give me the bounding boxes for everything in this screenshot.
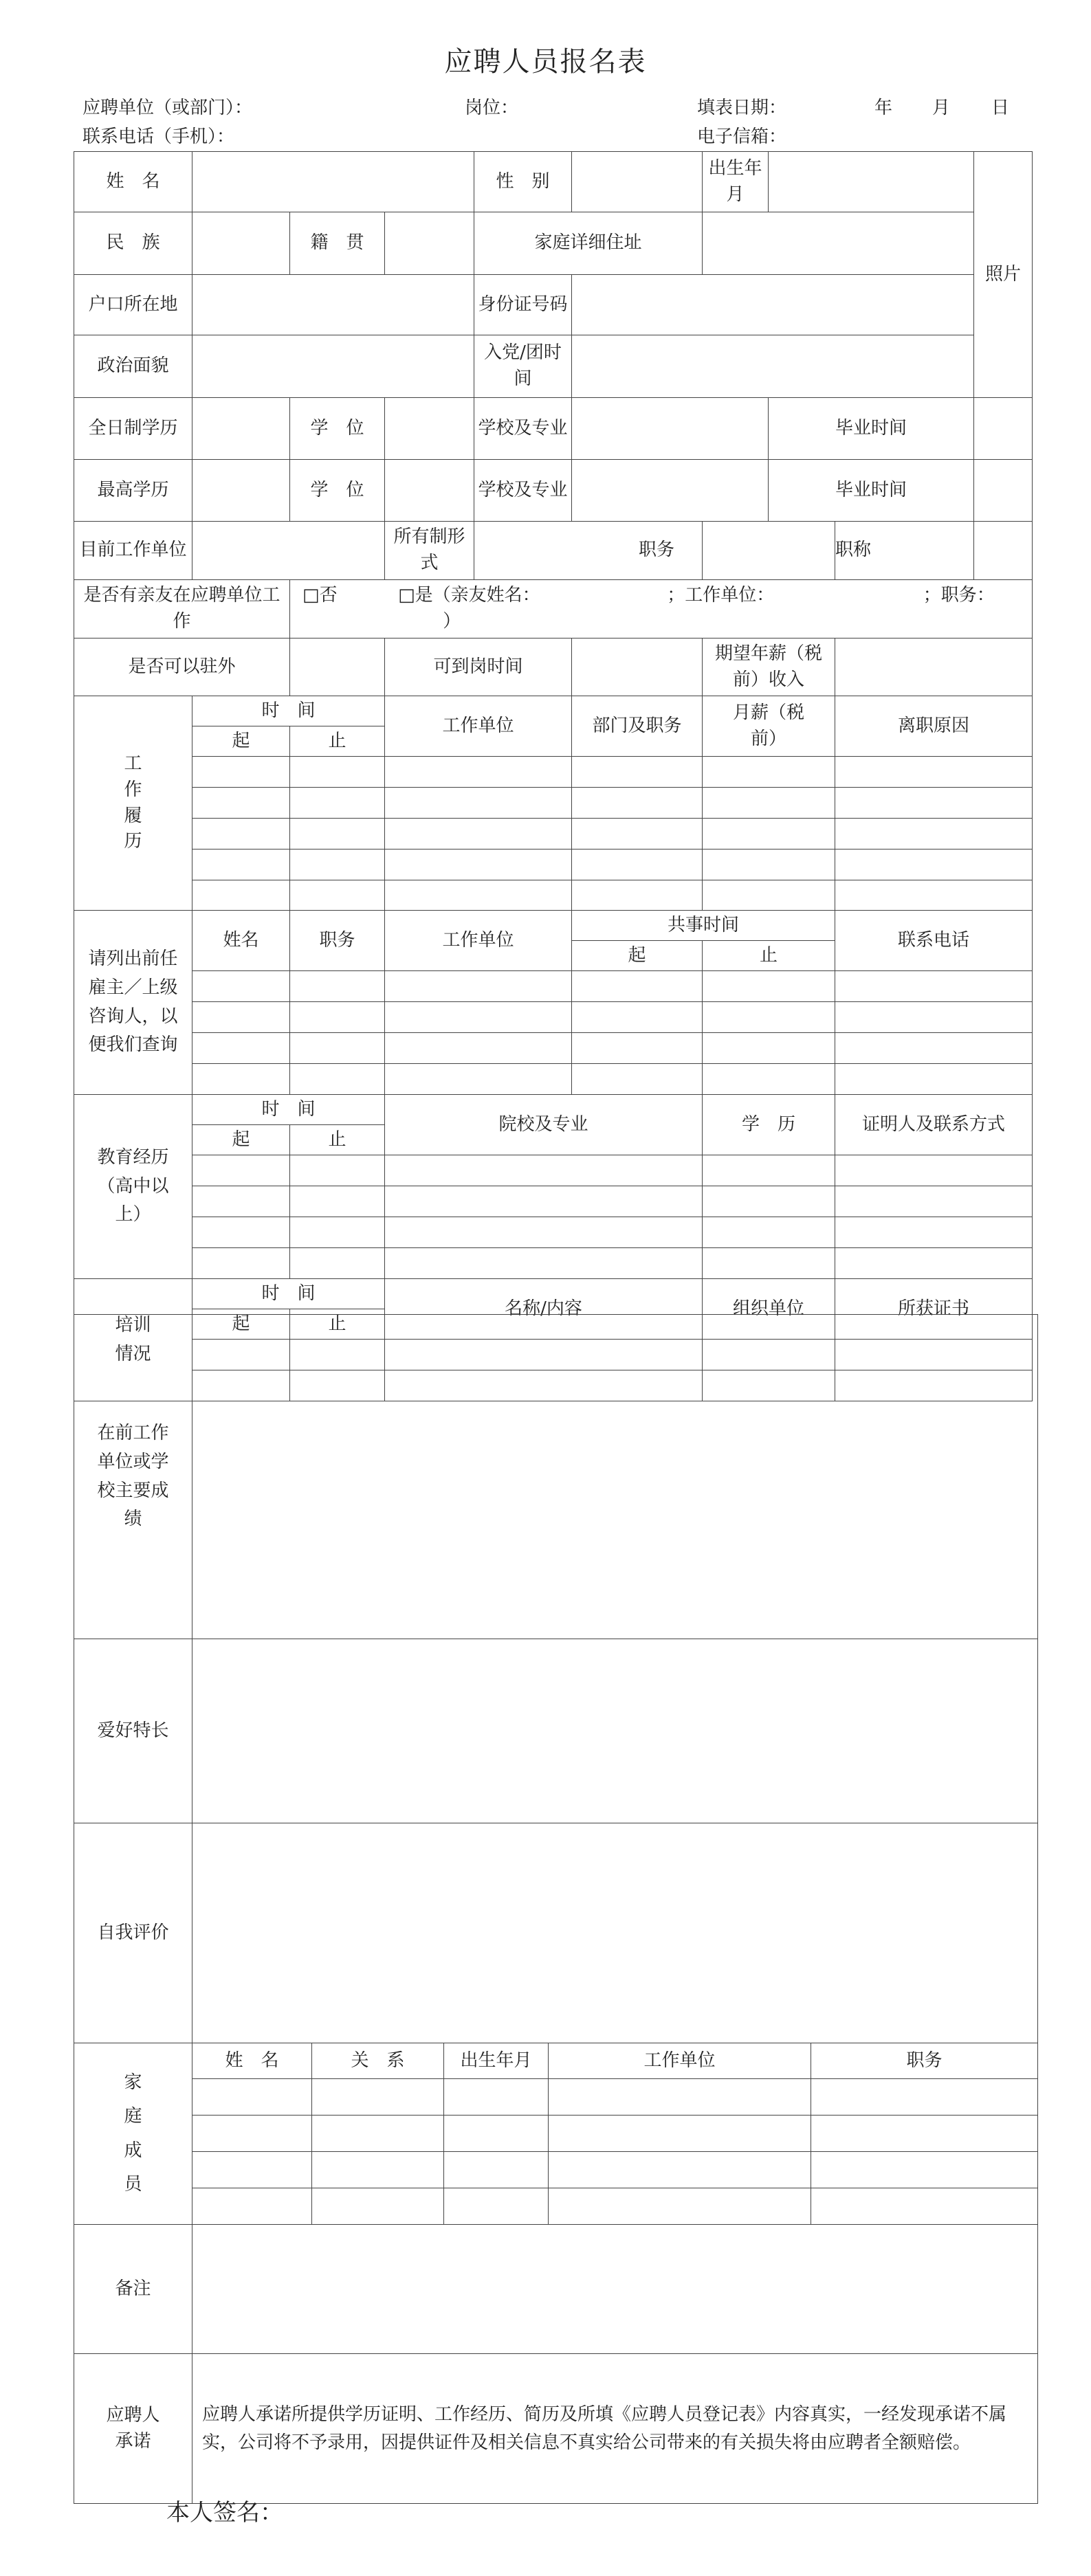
relatives-options [290, 580, 1033, 639]
field-achievements[interactable] [192, 1315, 1038, 1639]
label-school-major: 学校及专业 [474, 398, 572, 460]
field-politics[interactable] [192, 335, 474, 398]
header-edu-time: 时 间 [192, 1095, 385, 1125]
header-train-from: 起 [192, 1309, 290, 1340]
header-ref-to: 止 [703, 941, 835, 971]
cell[interactable] [192, 2188, 312, 2225]
field-hobbies[interactable] [192, 1639, 1038, 1823]
field-degree[interactable] [385, 398, 474, 460]
label-relatives: 是否有亲友在应聘单位工作 [74, 580, 290, 639]
cell[interactable] [572, 819, 703, 850]
cell[interactable] [549, 2079, 811, 2116]
cell[interactable] [312, 2188, 444, 2225]
label-applied-unit: 应聘单位（或部门）： [82, 98, 253, 118]
field-graduation-time[interactable] [974, 398, 1033, 460]
header-ref-phone: 联系电话 [835, 911, 1033, 971]
signature-label: 本人签名： [166, 2499, 283, 2527]
cell[interactable] [549, 2188, 811, 2225]
header-train-org: 组织单位 [703, 1279, 835, 1340]
cell[interactable] [312, 2116, 444, 2152]
cell[interactable] [549, 2152, 811, 2188]
label-gender: 性 别 [474, 152, 572, 212]
label-fill-date: 填表日期： [697, 98, 787, 118]
cell[interactable] [192, 1155, 290, 1186]
cell[interactable] [192, 1033, 290, 1064]
cell[interactable] [835, 757, 1033, 788]
header-train-content: 名称/内容 [385, 1279, 703, 1340]
cell[interactable] [385, 788, 572, 819]
field-native-place[interactable] [385, 212, 474, 275]
cell[interactable] [703, 1217, 835, 1248]
cell[interactable] [703, 971, 835, 1002]
field-school-major[interactable] [572, 398, 769, 460]
cell[interactable] [703, 880, 835, 911]
application-form-table [74, 151, 1033, 1401]
cell[interactable] [385, 880, 572, 911]
cell[interactable] [444, 2079, 549, 2116]
checkbox-no[interactable]: □否 [302, 585, 338, 606]
header-family-relation: 关 系 [312, 2043, 444, 2079]
header-together-time: 共事时间 [572, 911, 835, 941]
label-politics: 政治面貌 [74, 335, 192, 398]
cell[interactable] [192, 1217, 290, 1248]
label-ownership: 所有制形式 [385, 522, 474, 580]
label-fulltime-education: 全日制学历 [74, 398, 192, 460]
label-stationed: 是否可以驻外 [74, 639, 290, 696]
header-leave-reason: 离职原因 [835, 696, 1033, 757]
header-edu-degree: 学 历 [703, 1095, 835, 1155]
cell[interactable] [192, 2152, 312, 2188]
field-gender[interactable] [572, 152, 703, 212]
cell[interactable] [835, 880, 1033, 911]
cell[interactable] [385, 1064, 572, 1095]
label-self-evaluation: 自我评价 [74, 1823, 192, 2043]
label-native-place: 籍 贯 [290, 212, 385, 275]
cell[interactable] [290, 850, 385, 880]
cell[interactable] [312, 2079, 444, 2116]
cell[interactable] [290, 971, 385, 1002]
header-ref-unit: 工作单位 [385, 911, 572, 971]
checkbox-yes[interactable]: □是（亲友姓名： [398, 585, 540, 606]
label-email: 电子信箱： [697, 126, 787, 147]
cell[interactable] [835, 1064, 1033, 1095]
cell[interactable] [835, 1033, 1033, 1064]
label-relatives-post: ；职务： [923, 585, 995, 606]
header-time: 时 间 [192, 696, 385, 726]
cell[interactable] [192, 880, 290, 911]
label-degree-2: 学 位 [290, 460, 385, 522]
header-train-cert: 所获证书 [835, 1279, 1033, 1340]
field-school-major-2[interactable] [572, 460, 769, 522]
cell[interactable] [811, 2188, 1038, 2225]
field-stationed[interactable] [290, 639, 385, 696]
cell[interactable] [290, 788, 385, 819]
header-dept-post: 部门及职务 [572, 696, 703, 757]
cell[interactable] [703, 1002, 835, 1033]
cell[interactable] [385, 1217, 703, 1248]
label-title-rank: 职称 [835, 522, 974, 580]
label-available-time: 可到岗时间 [385, 639, 572, 696]
cell[interactable] [192, 1248, 290, 1279]
field-remarks[interactable] [192, 2225, 1038, 2354]
cell[interactable] [290, 1248, 385, 1279]
header-family-birth: 出生年月 [444, 2043, 549, 2079]
label-highest-education: 最高学历 [74, 460, 192, 522]
header-work-unit: 工作单位 [385, 696, 572, 757]
cell[interactable] [835, 1186, 1033, 1217]
cell[interactable] [572, 880, 703, 911]
cell[interactable] [549, 2116, 811, 2152]
field-current-unit[interactable] [192, 522, 385, 580]
label-current-unit: 目前工作单位 [74, 522, 192, 580]
photo-box[interactable]: 照片 [974, 152, 1033, 398]
application-form-table-lower [74, 1314, 1038, 2504]
cell[interactable] [192, 1064, 290, 1095]
cell[interactable] [703, 1248, 835, 1279]
label-name: 姓 名 [74, 152, 192, 212]
field-hukou[interactable] [192, 275, 474, 335]
cell[interactable] [703, 1155, 835, 1186]
pledge-text: 应聘人承诺所提供学历证明、工作经历、简历及所填《应聘人员登记表》内容真实，一经发现承诺不属实，公司将不予录用，因提供证件及相关信息不真实给公司带来的有关损失将由应聘者全额赔偿。 [192, 2354, 1038, 2504]
cell[interactable] [835, 788, 1033, 819]
field-self-evaluation[interactable] [192, 1823, 1038, 2043]
field-birth[interactable] [769, 152, 974, 212]
cell[interactable] [192, 757, 290, 788]
cell[interactable] [385, 1002, 572, 1033]
cell[interactable] [192, 2116, 312, 2152]
cell[interactable] [703, 1064, 835, 1095]
header-train-time: 时 间 [192, 1279, 385, 1309]
label-expected-salary: 期望年薪（税前）收入 [703, 639, 835, 696]
relatives-close-paren: ） [443, 611, 461, 632]
cell[interactable] [811, 2079, 1038, 2116]
cell[interactable] [572, 1064, 703, 1095]
cell[interactable] [192, 971, 290, 1002]
label-day: 日 [991, 98, 1010, 118]
label-achievements: 在前工作单位或学校主要成绩 [74, 1315, 192, 1639]
label-hukou: 户口所在地 [74, 275, 192, 335]
cell[interactable] [290, 1217, 385, 1248]
cell[interactable] [385, 819, 572, 850]
header-edu-witness: 证明人及联系方式 [835, 1095, 1033, 1155]
cell[interactable] [192, 850, 290, 880]
label-ethnicity: 民 族 [74, 212, 192, 275]
cell[interactable] [385, 1248, 703, 1279]
cell[interactable] [385, 1186, 703, 1217]
header-edu-from: 起 [192, 1125, 290, 1155]
cell[interactable] [572, 1033, 703, 1064]
header-family-unit: 工作单位 [549, 2043, 811, 2079]
cell[interactable] [811, 2152, 1038, 2188]
cell[interactable] [290, 1186, 385, 1217]
cell[interactable] [192, 1186, 290, 1217]
cell[interactable] [385, 1155, 703, 1186]
section-education: 教育经历（高中以上） [74, 1095, 192, 1279]
section-training: 培训情况 [74, 1279, 192, 1401]
label-graduation-time: 毕业时间 [769, 398, 974, 460]
field-home-address[interactable] [703, 212, 974, 275]
cell[interactable] [192, 788, 290, 819]
header-to: 止 [290, 726, 385, 757]
header-family-name: 姓 名 [192, 2043, 312, 2079]
cell[interactable] [290, 1033, 385, 1064]
label-month: 月 [932, 98, 951, 118]
cell[interactable] [312, 2152, 444, 2188]
cell[interactable] [572, 971, 703, 1002]
header-ref-post: 职务 [290, 911, 385, 971]
cell[interactable] [835, 971, 1033, 1002]
cell[interactable] [290, 1064, 385, 1095]
cell[interactable] [572, 850, 703, 880]
cell[interactable] [835, 819, 1033, 850]
label-graduation-time-2: 毕业时间 [769, 460, 974, 522]
cell[interactable] [572, 788, 703, 819]
cell[interactable] [811, 2116, 1038, 2152]
cell[interactable] [835, 1002, 1033, 1033]
label-school-major-2: 学校及专业 [474, 460, 572, 522]
field-highest-education[interactable] [192, 460, 290, 522]
header-ref-from: 起 [572, 941, 703, 971]
cell[interactable] [290, 1155, 385, 1186]
label-hobbies: 爱好特长 [74, 1639, 192, 1823]
field-ethnicity[interactable] [192, 212, 290, 275]
cell[interactable] [703, 1186, 835, 1217]
header-family-post: 职务 [811, 2043, 1038, 2079]
field-degree-2[interactable] [385, 460, 474, 522]
field-graduation-time-2[interactable] [974, 460, 1033, 522]
cell[interactable] [703, 788, 835, 819]
cell[interactable] [835, 850, 1033, 880]
header-monthly-salary: 月薪（税前） [703, 696, 835, 757]
cell[interactable] [385, 850, 572, 880]
field-position[interactable] [703, 522, 835, 580]
cell[interactable] [444, 2116, 549, 2152]
cell[interactable] [835, 1248, 1033, 1279]
section-family: 家庭成员 [74, 2043, 192, 2225]
cell[interactable] [385, 971, 572, 1002]
cell[interactable] [444, 2152, 549, 2188]
cell[interactable] [703, 850, 835, 880]
label-position: 职务 [474, 522, 703, 580]
cell[interactable] [385, 1033, 572, 1064]
cell[interactable] [290, 1002, 385, 1033]
cell[interactable] [192, 819, 290, 850]
cell[interactable] [572, 757, 703, 788]
field-expected-salary[interactable] [835, 639, 1033, 696]
label-id-number: 身份证号码 [474, 275, 572, 335]
cell[interactable] [192, 2079, 312, 2116]
header-ref-name: 姓名 [192, 911, 290, 971]
section-references: 请列出前任雇主／上级咨询人，以便我们查询 [74, 911, 192, 1095]
header-edu-school: 院校及专业 [385, 1095, 703, 1155]
header-train-to: 止 [290, 1309, 385, 1340]
cell[interactable] [703, 1033, 835, 1064]
cell[interactable] [703, 819, 835, 850]
cell[interactable] [192, 1002, 290, 1033]
field-fulltime-education[interactable] [192, 398, 290, 460]
cell[interactable] [385, 757, 572, 788]
field-name[interactable] [192, 152, 474, 212]
label-birth: 出生年月 [703, 152, 769, 212]
cell[interactable] [703, 757, 835, 788]
field-party-time[interactable] [572, 335, 974, 398]
label-degree: 学 位 [290, 398, 385, 460]
cell[interactable] [290, 757, 385, 788]
cell[interactable] [572, 1002, 703, 1033]
page-title: 应聘人员报名表 [444, 46, 647, 78]
section-work-history: 工作履历 [74, 696, 192, 911]
label-home-address: 家庭详细住址 [474, 212, 703, 275]
label-relatives-unit: ；工作单位： [667, 585, 775, 606]
cell[interactable] [835, 1155, 1033, 1186]
label-party-time: 入党/团时间 [474, 335, 572, 398]
label-phone: 联系电话（手机）： [82, 126, 235, 147]
label-post: 岗位： [465, 98, 519, 118]
field-available-time[interactable] [572, 639, 703, 696]
cell[interactable] [835, 1217, 1033, 1248]
cell[interactable] [290, 819, 385, 850]
header-from: 起 [192, 726, 290, 757]
field-id-number[interactable] [572, 275, 974, 335]
label-pledge: 应聘人承诺 [74, 2354, 192, 2504]
header-edu-to: 止 [290, 1125, 385, 1155]
label-remarks: 备注 [74, 2225, 192, 2354]
cell[interactable] [290, 880, 385, 911]
field-title-rank[interactable] [974, 522, 1033, 580]
cell[interactable] [444, 2188, 549, 2225]
label-year: 年 [874, 98, 893, 118]
